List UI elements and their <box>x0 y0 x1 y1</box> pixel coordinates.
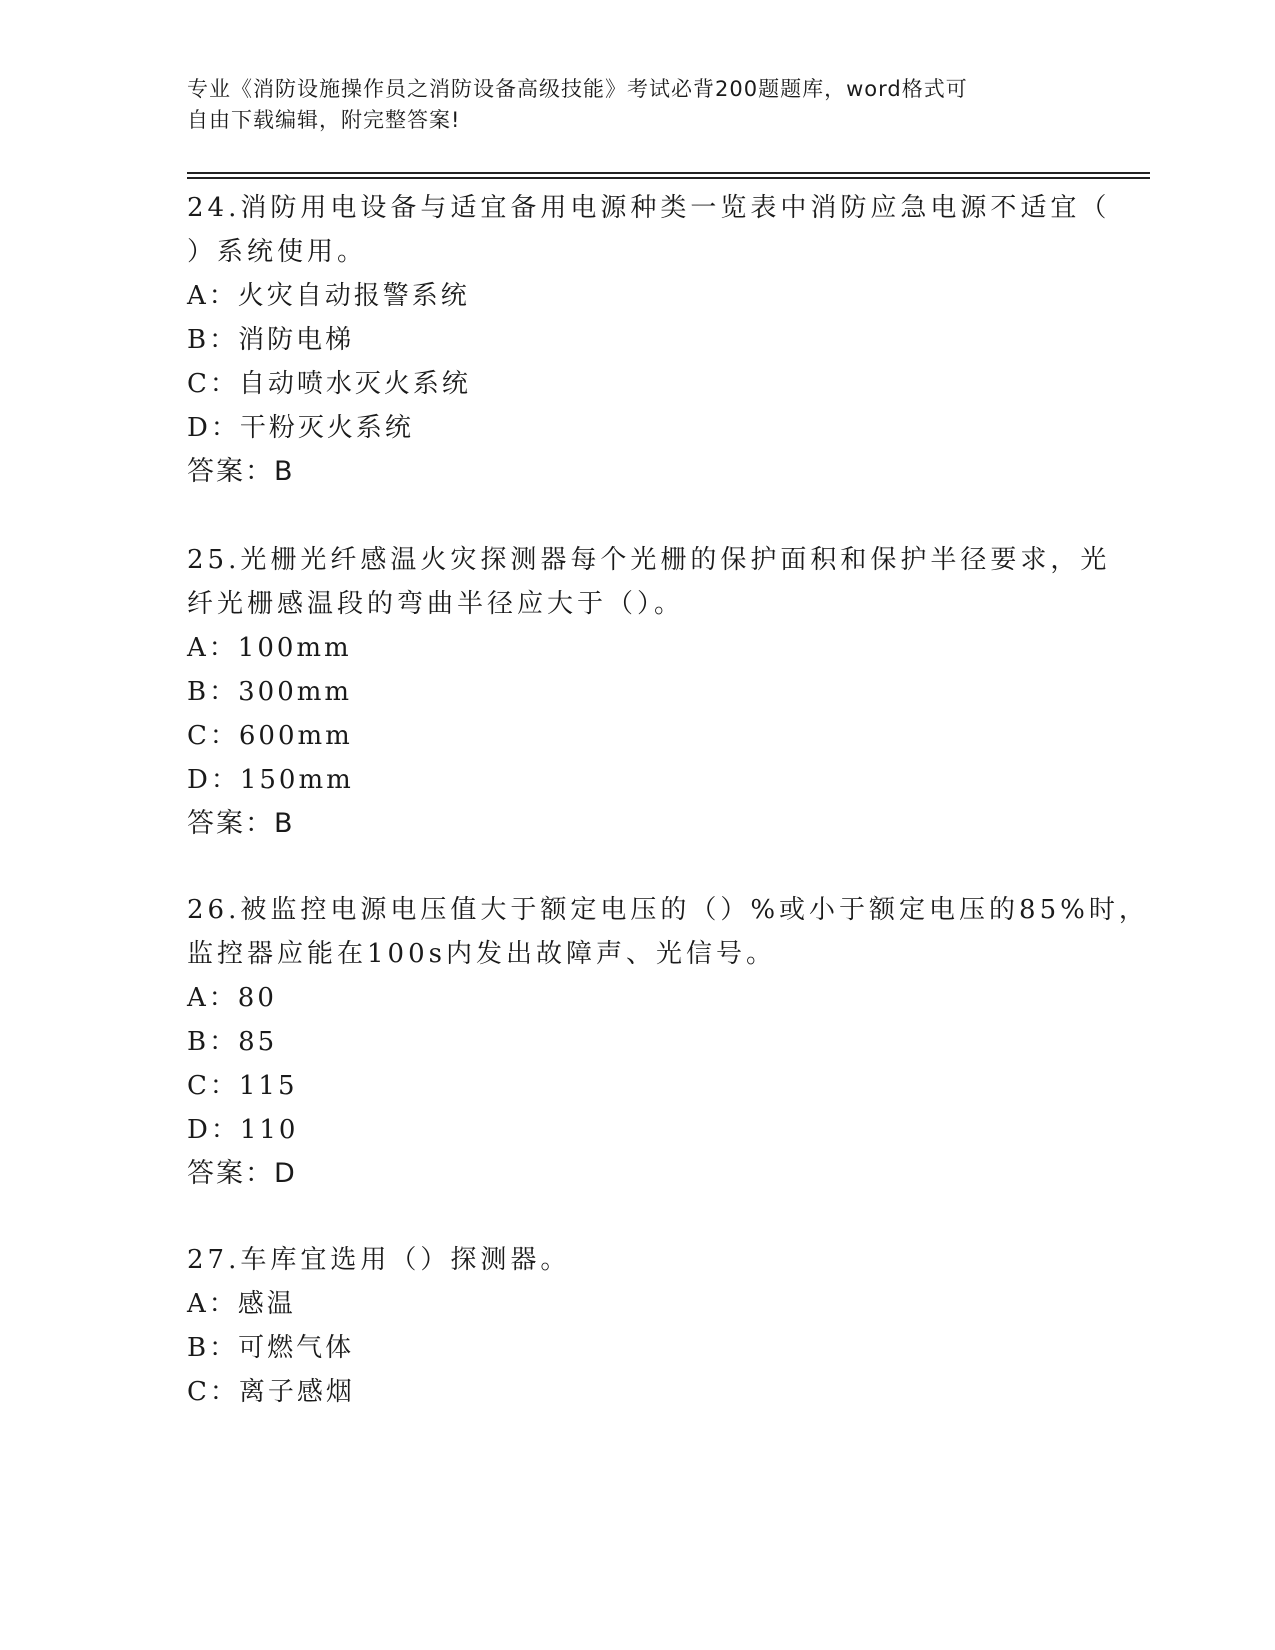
option-a: A：80 <box>187 983 277 1013</box>
option-d: D：110 <box>187 1115 299 1145</box>
option-d: D：150mm <box>187 765 354 795</box>
header-title-line-1: 专业《消防设施操作员之消防设备高级技能》考试必背200题题库，word格式可 <box>187 77 968 101</box>
option-b: B：300mm <box>187 677 353 707</box>
question-stem: 25.光栅光纤感温火灾探测器每个光栅的保护面积和保护半径要求，光 <box>187 545 1111 575</box>
option-b: B：消防电梯 <box>187 325 355 355</box>
option-a: A：感温 <box>187 1289 296 1319</box>
question-stem: 26.被监控电源电压值大于额定电压的（）%或小于额定电压的85%时， <box>187 895 1149 925</box>
option-c: C：115 <box>187 1071 298 1101</box>
answer-text: 答案：D <box>187 1158 297 1189</box>
option-b: B：可燃气体 <box>187 1333 355 1363</box>
option-a: A：火灾自动报警系统 <box>187 281 470 311</box>
option-b: B：85 <box>187 1027 278 1057</box>
option-c: C：600mm <box>187 721 353 751</box>
answer-text: 答案：B <box>187 808 295 839</box>
option-c: C：自动喷水灭火系统 <box>187 369 471 399</box>
answer-text: 答案：B <box>187 456 295 487</box>
question-stem: ）系统使用。 <box>187 237 368 267</box>
question-stem: 24.消防用电设备与适宜备用电源种类一览表中消防应急电源不适宜（ <box>187 193 1111 223</box>
option-d: D：干粉灭火系统 <box>187 413 414 443</box>
question-stem: 27.车库宜选用（）探测器。 <box>187 1245 571 1275</box>
question-stem: 纤光栅感温段的弯曲半径应大于（）。 <box>187 589 685 619</box>
header-title-line-2: 自由下载编辑，附完整答案! <box>187 108 461 132</box>
header-divider-bottom <box>187 177 1150 179</box>
option-c: C：离子感烟 <box>187 1377 355 1407</box>
option-a: A：100mm <box>187 633 352 663</box>
header-divider-top <box>187 172 1150 174</box>
question-stem: 监控器应能在100s内发出故障声、光信号。 <box>187 939 776 969</box>
